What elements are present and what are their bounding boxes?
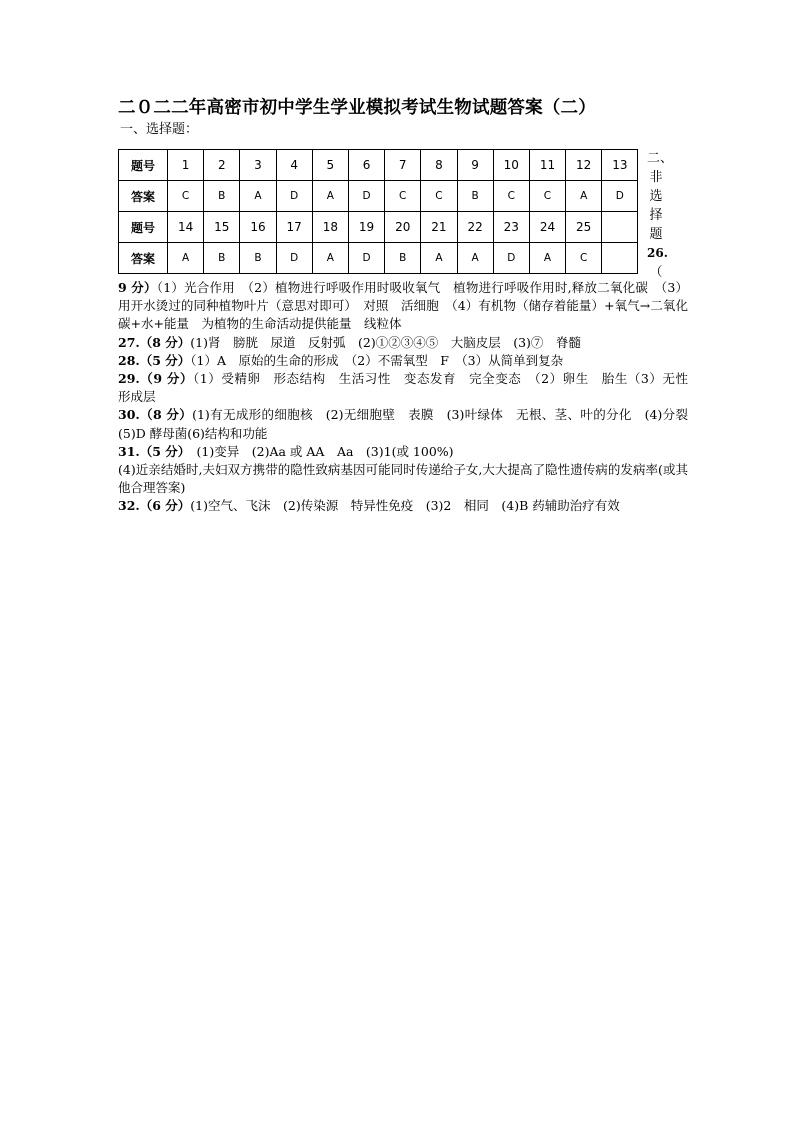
answer-text: (1)肾 膀胱 尿道 反射弧 (2)①②③④⑤ 大脑皮层 (3)⑦ 脊髓 xyxy=(190,334,581,350)
answer-paragraph xyxy=(118,370,701,406)
section-heading-choice: 一、选择题： xyxy=(120,122,199,137)
question-number-cell: 11 xyxy=(529,150,565,181)
answer-text: (1)变异 (2)Aa 或 AA Aa (3)1(或 100%) xyxy=(184,443,454,459)
question-number-cell: 8 xyxy=(421,150,457,181)
table-row xyxy=(119,243,638,274)
answer-letter-cell: D xyxy=(602,181,638,212)
question-number-cell: 20 xyxy=(385,212,421,243)
row-header: 题号 xyxy=(119,150,168,181)
side-heading-char: 题 xyxy=(649,227,663,242)
answer-paragraph xyxy=(118,352,688,370)
answer-letter-cell: C xyxy=(168,181,204,212)
answer-letter-cell: C xyxy=(421,181,457,212)
answer-letter-cell: B xyxy=(204,181,240,212)
side-heading-char: 择 xyxy=(649,208,663,223)
answer-text: （1）受精卵 形态结构 生活习性 变态发育 完全变态 （2）卵生 胎生（3）无性 形成层 xyxy=(118,371,701,405)
question-label: 31.（5 分） xyxy=(118,443,185,459)
answer-letter-cell: B xyxy=(385,243,421,274)
side-heading-char: 选 xyxy=(649,189,663,204)
answer-text: (4)近亲结婚时,夫妇双方携带的隐性致病基因可能同时传递给子女,大大提高了隐性遗传病的发病率(或其他合理答案) xyxy=(118,462,688,496)
side-heading-char: 非 xyxy=(649,170,663,185)
question-number-cell: 5 xyxy=(312,150,348,181)
page-title: 二０二二年高密市初中学生学业模拟考试生物试题答案（二） xyxy=(118,98,596,118)
question-number-cell: 3 xyxy=(240,150,276,181)
question-label: 32.（6 分） xyxy=(118,498,191,514)
answer-sheet xyxy=(118,96,701,516)
question-label: 30.（8 分） xyxy=(118,407,193,423)
answer-letter-cell: D xyxy=(276,181,312,212)
answer-letter-cell: B xyxy=(457,181,493,212)
answer-paragraph xyxy=(118,461,688,497)
table-row xyxy=(119,150,638,181)
answer-text: (1)空气、飞沫 (2)传染源 特异性免疫 (3)2 相同 (4)B 药辅助治疗有效 xyxy=(190,498,620,514)
answer-text: (1)有无成形的细胞核 (2)无细胞壁 表膜 (3)叶绿体 无根、茎、叶的分化 (4)分裂 (5)D 酵母菌(6)结构和功能 xyxy=(118,407,701,441)
answer-letter-cell: A xyxy=(168,243,204,274)
answer-letter-cell: A xyxy=(457,243,493,274)
answer-letter-cell: A xyxy=(421,243,457,274)
table-row xyxy=(119,212,638,243)
answer-letter-cell: A xyxy=(529,243,565,274)
question-label: 27.（8 分） xyxy=(118,334,191,350)
question-number-cell: 15 xyxy=(204,212,240,243)
question-number-cell: 1 xyxy=(168,150,204,181)
question-number-cell: 7 xyxy=(385,150,421,181)
question-number-cell: 19 xyxy=(348,212,384,243)
question-number-cell: 13 xyxy=(602,150,638,181)
answer-paragraph xyxy=(118,279,688,334)
answer-letter-cell: A xyxy=(312,243,348,274)
answer-letter-cell: D xyxy=(276,243,312,274)
answer-letter-cell: D xyxy=(348,181,384,212)
question-number-cell: 24 xyxy=(529,212,565,243)
answer-paragraph xyxy=(118,443,688,461)
row-header: 题号 xyxy=(119,212,168,243)
question-number-cell: 22 xyxy=(457,212,493,243)
row-header: 答案 xyxy=(119,243,168,274)
answer-text: （1）A 原始的生命的形成 （2）不需氧型 F （3）从简单到复杂 xyxy=(190,352,564,368)
question-number-cell: 12 xyxy=(566,150,602,181)
question-number-cell: 9 xyxy=(457,150,493,181)
question-number-cell: 16 xyxy=(240,212,276,243)
question-number-cell: 21 xyxy=(421,212,457,243)
answer-letter-cell: A xyxy=(240,181,276,212)
answer-text: （1）光合作用 （2）植物进行呼吸作用时吸收氧气 植物进行呼吸作用时,释放二氧化碳 （3）用开水烫过的同种植物叶片（意思对即可） 对照 活细胞 （4）有机物（储存着能量）+氧气→二氧化碳+水+能量 为植物的生命活动提供能量 线粒体 xyxy=(118,280,688,332)
answer-letter-cell: B xyxy=(240,243,276,274)
question-label: 29.（9 分） xyxy=(118,371,194,387)
answer-paragraph xyxy=(118,406,701,442)
question-number-cell: 25 xyxy=(566,212,602,243)
question-number-cell: 14 xyxy=(168,212,204,243)
question-number-cell: 10 xyxy=(493,150,529,181)
row-header: 答案 xyxy=(119,181,168,212)
choice-answer-area xyxy=(118,149,688,280)
answer-letter-cell: C xyxy=(385,181,421,212)
question-number-cell: 2 xyxy=(204,150,240,181)
question-number-cell xyxy=(602,212,638,243)
answer-letter-cell xyxy=(602,243,638,274)
side-heading-char: （ xyxy=(649,265,663,280)
table-row xyxy=(119,181,638,212)
question-number-cell: 4 xyxy=(276,150,312,181)
answer-letter-cell: D xyxy=(348,243,384,274)
answer-letter-cell: C xyxy=(529,181,565,212)
answer-letter-cell: A xyxy=(312,181,348,212)
choice-answer-table xyxy=(118,149,638,274)
answer-letter-cell: C xyxy=(493,181,529,212)
answer-paragraph xyxy=(118,497,688,515)
answer-letter-cell: D xyxy=(493,243,529,274)
section-heading-nonchoice xyxy=(647,149,674,282)
question-label: 9 分） xyxy=(118,280,157,295)
side-heading-char: 二、 xyxy=(647,151,674,166)
question-number-cell: 23 xyxy=(493,212,529,243)
question-number-cell: 6 xyxy=(348,150,384,181)
side-heading-char: 26. xyxy=(647,246,668,260)
question-label: 28.（5 分） xyxy=(118,352,191,368)
question-number-cell: 17 xyxy=(276,212,312,243)
answer-paragraph xyxy=(118,334,688,352)
question-number-cell: 18 xyxy=(312,212,348,243)
answer-letter-cell: B xyxy=(204,243,240,274)
answer-letter-cell: A xyxy=(566,181,602,212)
nonchoice-answers xyxy=(118,279,701,516)
answer-letter-cell: C xyxy=(566,243,602,274)
